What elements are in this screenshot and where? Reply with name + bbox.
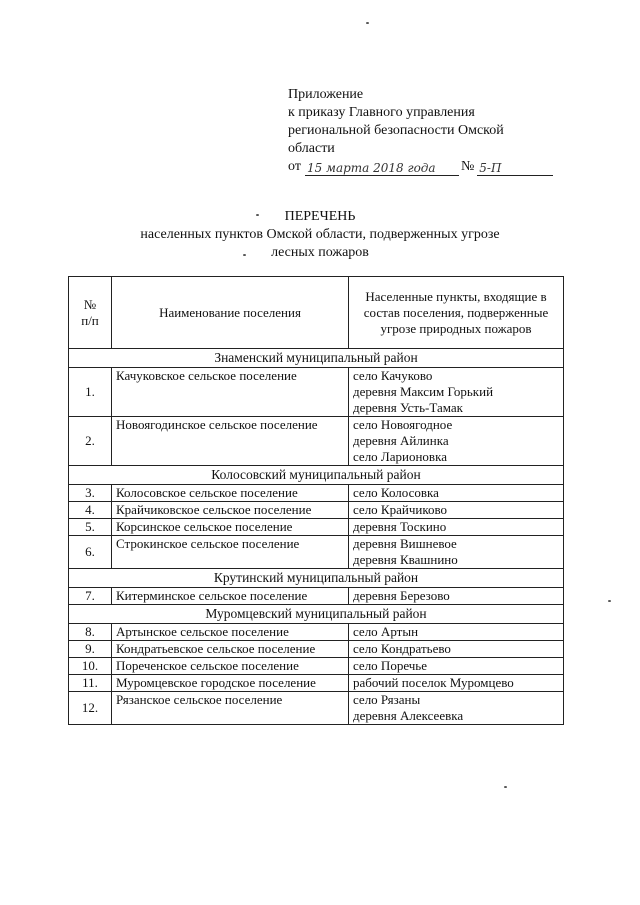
header-settlement-name: Наименование поселения [112, 277, 349, 349]
places-cell [349, 658, 564, 675]
place-item: село Колосовка [353, 485, 439, 500]
header-places: Населенные пункты, входящие в состав поселения, подверженные угрозе природных пожаров [349, 277, 564, 349]
settlement-name: Муромцевское городское поселение [112, 675, 349, 692]
handwritten-number: 5-П [477, 161, 553, 176]
places-cell [349, 588, 564, 605]
places-cell [349, 641, 564, 658]
region-row [69, 349, 564, 368]
settlements-table [68, 276, 564, 725]
settlement-name: Артынское сельское поселение [112, 624, 349, 641]
appendix-line: области [288, 141, 335, 156]
place-item: село Поречье [353, 658, 428, 673]
place-item: деревня Квашнино [353, 552, 458, 567]
row-number: 7. [69, 588, 112, 605]
row-number: 3. [69, 485, 112, 502]
places-cell [349, 417, 564, 466]
region-row [69, 605, 564, 624]
settlement-name: Рязанское сельское поселение [112, 692, 349, 725]
places-cell [349, 675, 564, 692]
place-item: село Ларионовка [353, 449, 447, 464]
settlement-name: Строкинское сельское поселение [112, 536, 349, 569]
places-cell [349, 624, 564, 641]
title-line: населенных пунктов Омской области, подверженных угрозе [140, 227, 500, 242]
settlement-name: Колосовское сельское поселение [112, 485, 349, 502]
table-header-row [69, 277, 564, 349]
place-item: рабочий поселок Муромцево [353, 675, 514, 690]
table-row [69, 588, 564, 605]
table-row [69, 641, 564, 658]
row-number: 6. [69, 536, 112, 569]
appendix-block [288, 86, 588, 176]
settlement-name: Новоягодинское сельское поселение [112, 417, 349, 466]
place-item: деревня Усть-Тамак [353, 400, 463, 415]
table-row [69, 536, 564, 569]
table-row [69, 675, 564, 692]
row-number: 10. [69, 658, 112, 675]
scan-speck [366, 22, 369, 24]
place-item: село Новоягодное [353, 417, 453, 432]
table-row [69, 417, 564, 466]
place-item: деревня Березово [353, 588, 450, 603]
region-name: Крутинский муниципальный район [69, 569, 564, 588]
places-cell [349, 502, 564, 519]
table-row [69, 502, 564, 519]
table-row [69, 658, 564, 675]
row-number: 9. [69, 641, 112, 658]
table-row [69, 485, 564, 502]
place-item: деревня Тоскино [353, 519, 447, 534]
row-number: 8. [69, 624, 112, 641]
places-cell [349, 485, 564, 502]
appendix-line: Приложение [288, 87, 364, 102]
scan-speck [608, 600, 611, 602]
region-name: Муромцевский муниципальный район [69, 605, 564, 624]
settlement-name: Крайчиковское сельское поселение [112, 502, 349, 519]
settlement-name: Качуковское сельское поселение [112, 368, 349, 417]
places-cell [349, 692, 564, 725]
table-row [69, 519, 564, 536]
row-number: 2. [69, 417, 112, 466]
place-item: деревня Алексеевка [353, 708, 464, 723]
handwritten-date: 15 марта 2018 года [305, 161, 459, 176]
table-row [69, 692, 564, 725]
title-line: лесных пожаров [271, 245, 369, 260]
place-item: деревня Максим Горький [353, 384, 494, 399]
table-body [69, 349, 564, 725]
table-row [69, 624, 564, 641]
place-item: село Качуково [353, 368, 433, 383]
place-item: деревня Вишневое [353, 536, 457, 551]
settlement-name: Кондратьевское сельское поселение [112, 641, 349, 658]
document-title [90, 208, 550, 262]
scan-speck [504, 786, 507, 788]
date-prefix: от [288, 159, 301, 174]
number-prefix: № [460, 159, 475, 174]
place-item: деревня Айлинка [353, 433, 449, 448]
places-cell [349, 368, 564, 417]
appendix-line: к приказу Главного управления [288, 105, 475, 120]
settlement-name: Корсинское сельское поселение [112, 519, 349, 536]
region-name: Колосовский муниципальный район [69, 466, 564, 485]
settlement-name: Китерминское сельское поселение [112, 588, 349, 605]
header-number: № п/п [69, 277, 112, 349]
place-item: село Крайчиково [353, 502, 448, 517]
places-cell [349, 536, 564, 569]
appendix-line: региональной безопасности Омской [288, 123, 504, 138]
place-item: село Артын [353, 624, 419, 639]
row-number: 5. [69, 519, 112, 536]
region-name: Знаменский муниципальный район [69, 349, 564, 368]
places-cell [349, 519, 564, 536]
table-row [69, 368, 564, 417]
place-item: село Кондратьево [353, 641, 451, 656]
row-number: 1. [69, 368, 112, 417]
order-date-line [288, 158, 588, 176]
place-item: село Рязаны [353, 692, 421, 707]
title-heading: ПЕРЕЧЕНЬ [284, 209, 356, 224]
settlement-name: Пореченское сельское поселение [112, 658, 349, 675]
row-number: 12. [69, 692, 112, 725]
row-number: 11. [69, 675, 112, 692]
region-row [69, 466, 564, 485]
row-number: 4. [69, 502, 112, 519]
region-row [69, 569, 564, 588]
